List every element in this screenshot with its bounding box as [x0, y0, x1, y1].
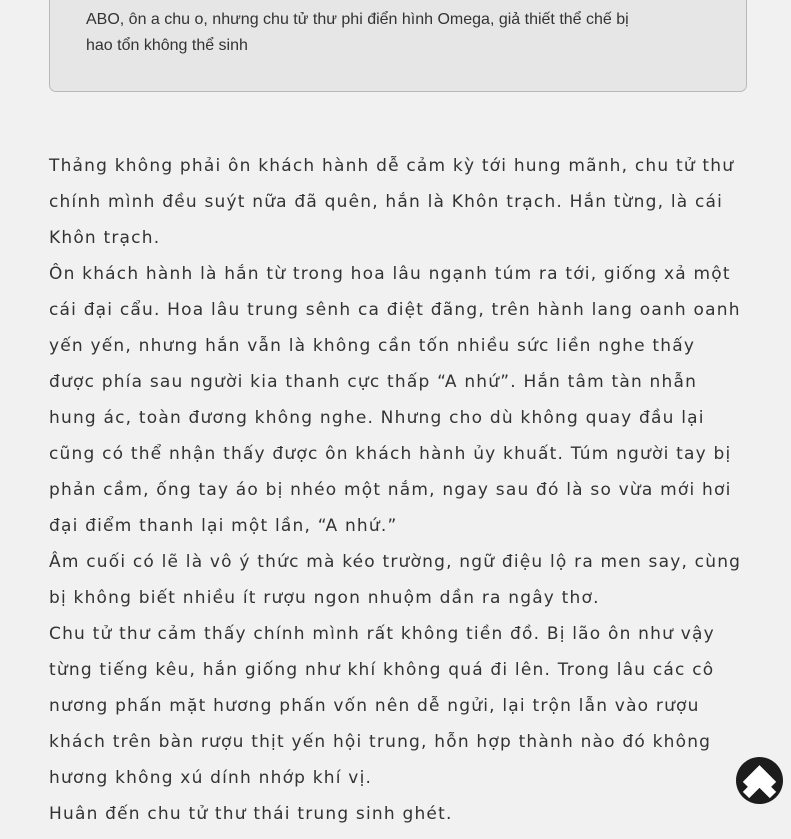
text-line: Chu tử thư cảm thấy chính mình rất không tiền đồ. Bị lão ôn như vậy: [49, 624, 715, 644]
chapter-summary: [49, 0, 747, 92]
summary-line: ABO, ôn a chu o, nhưng chu tử thư phi điển hình Omega, giả thiết thể chế bị: [86, 11, 629, 28]
text-line: chính mình đều suýt nữa đã quên, hắn là Khôn trạch. Hắn từng, là cái: [49, 192, 724, 212]
text-line: Âm cuối có lẽ là vô ý thức mà kéo trường, ngữ điệu lộ ra men say, cùng: [49, 552, 742, 572]
text-line: đại điểm thanh lại một lần, “A nhứ.”: [49, 516, 398, 536]
chevron-up-icon: [736, 757, 783, 804]
text-line: cũng có thể nhận thấy được ôn khách hành ủy khuất. Túm người tay bị: [49, 444, 732, 464]
text-line: phản cầm, ống tay áo bị nhéo một nắm, ngay sau đó là so vừa mới hơi: [49, 480, 732, 500]
text-line: từng tiếng kêu, hắn giống như khí không quá đi lên. Trong lâu các cô: [49, 660, 715, 680]
text-line: Huân đến chu tử thư thái trung sinh ghét.: [49, 804, 453, 824]
text-line: Thảng không phải ôn khách hành dễ cảm kỳ tới hung mãnh, chu tử thư: [49, 156, 735, 176]
text-line: Ôn khách hành là hắn từ trong hoa lâu ngạnh túm ra tới, giống xả một: [49, 264, 731, 284]
text-line: yến yến, nhưng hắn vẫn là không cần tốn nhiều sức liền nghe thấy: [49, 336, 696, 356]
text-line: hung ác, toàn đương không nghe. Nhưng cho dù không quay đầu lại: [49, 408, 705, 428]
summary-line: hao tổn không thể sinh: [86, 37, 248, 54]
chapter-text: [49, 148, 749, 832]
text-line: nương phấn mặt hương phấn vốn nên dễ ngửi, lại trộn lẫn vào rượu: [49, 696, 700, 716]
scroll-to-top-button[interactable]: [736, 757, 783, 804]
text-line: cái đại cẩu. Hoa lâu trung sênh ca điệt đãng, trên hành lang oanh oanh: [49, 300, 741, 320]
text-line: được phía sau người kia thanh cực thấp “A nhứ”. Hắn tâm tàn nhẫn: [49, 372, 698, 392]
text-line: Khôn trạch.: [49, 228, 161, 248]
text-line: khách trên bàn rượu thịt yến hội trung, hỗn hợp thành nào đó không: [49, 732, 712, 752]
text-line: bị không biết nhiều ít rượu ngon nhuộm dần ra ngây thơ.: [49, 588, 600, 608]
text-line: hương không xú dính nhớp khí vị.: [49, 768, 373, 788]
